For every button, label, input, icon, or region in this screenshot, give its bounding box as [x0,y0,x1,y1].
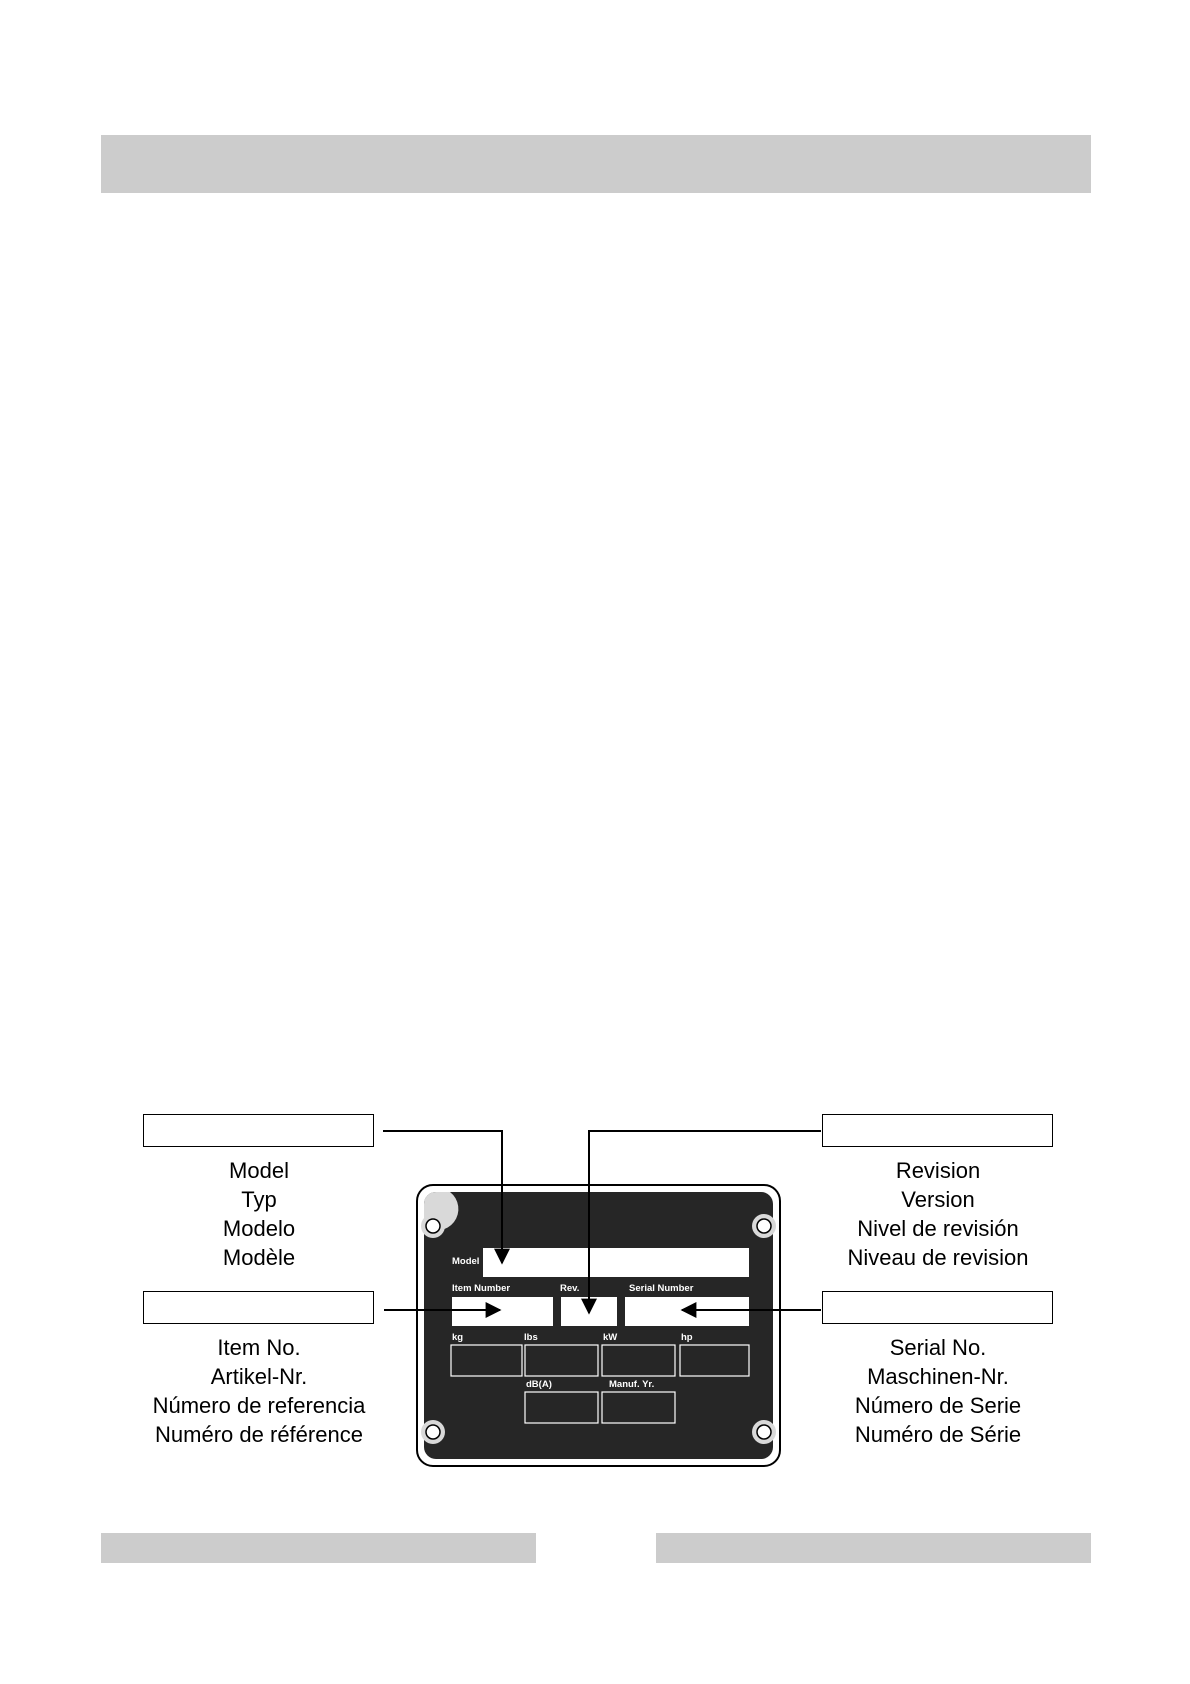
mounting-hole-icon [752,1420,776,1444]
plate-model-field [483,1248,749,1277]
nameplate [417,1185,780,1466]
plate-dba-label: dB(A) [526,1379,552,1390]
item-label-en: Item No. [217,1335,301,1360]
plate-kw-label: kW [603,1332,618,1343]
plate-manuf-yr-label: Manuf. Yr. [609,1379,655,1390]
item-label-es: Número de referencia [152,1393,366,1418]
revision-label-en: Revision [895,1158,981,1183]
plate-serial-number-label: Serial Number [629,1283,694,1294]
serial-label-fr: Numéro de Série [854,1422,1022,1447]
revision-label-es: Nivel de revisión [857,1216,1019,1241]
revision-label-de: Version [901,1187,975,1212]
plate-kg-label: kg [452,1332,464,1343]
model-label-en: Model [229,1158,289,1183]
revision-label-fr: Niveau de revision [847,1245,1029,1270]
model-label-fr: Modèle [222,1245,296,1270]
plate-rev-label: Rev. [560,1283,580,1294]
mounting-hole-icon [421,1420,445,1444]
mounting-hole-icon [421,1214,445,1238]
item-label-fr: Numéro de référence [155,1422,363,1447]
plate-item-number-label: Item Number [452,1283,511,1294]
serial-label-es: Número de Serie [854,1393,1022,1418]
plate-lbs-label: lbs [524,1332,538,1343]
item-label-de: Artikel-Nr. [210,1364,308,1389]
mounting-hole-icon [752,1214,776,1238]
serial-label-en: Serial No. [889,1335,987,1360]
plate-model-label: Model [452,1256,480,1267]
plate-hp-label: hp [681,1332,693,1343]
plate-item-number-field [452,1297,553,1326]
model-label-de: Typ [241,1187,277,1212]
serial-label-de: Maschinen-Nr. [867,1364,1009,1389]
model-label-es: Modelo [222,1216,296,1241]
footer-bar-left [101,1533,536,1563]
footer-bar-right [656,1533,1091,1563]
plate-serial-number-field [625,1297,749,1326]
